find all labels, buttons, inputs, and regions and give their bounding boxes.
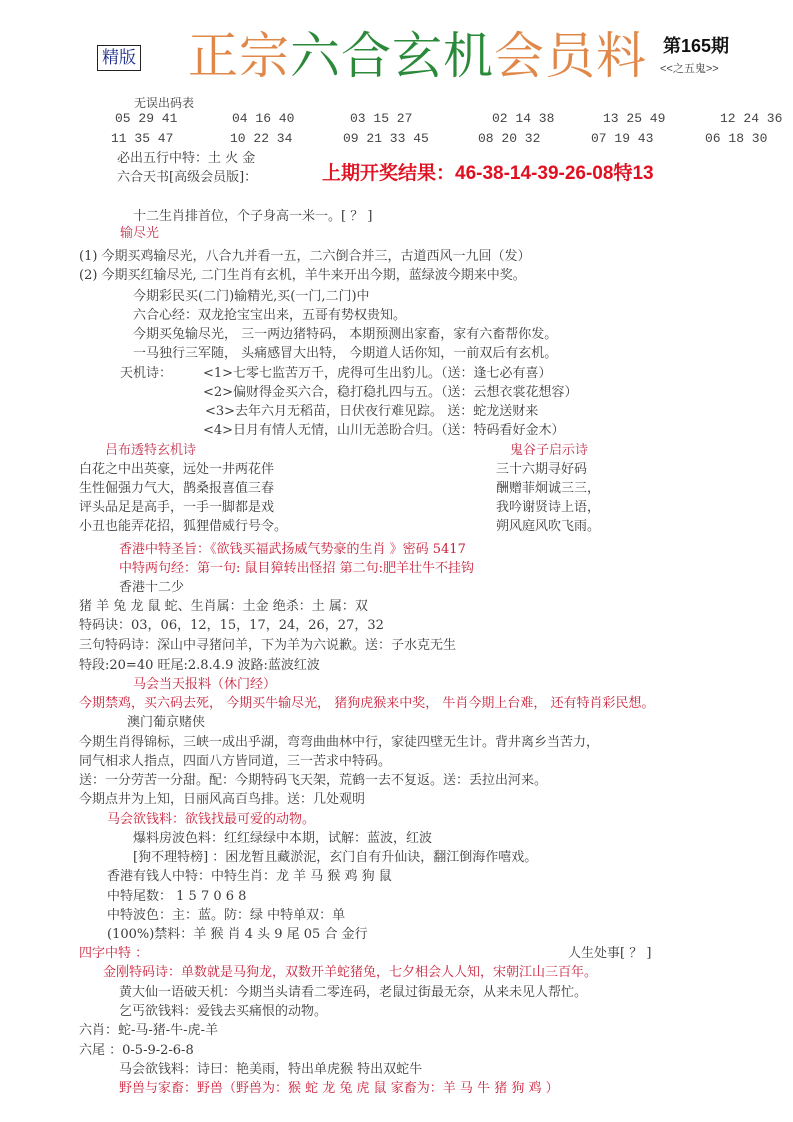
sizi-right: 人生处事[ ？ ] — [568, 946, 652, 961]
tianji-line: <4>日月有情人无情，山川无恙盼合归。（送：特码看好金木） — [203, 423, 565, 438]
last-result: 上期开奖结果：46-38-14-39-26-08特13 — [322, 163, 654, 184]
number-table-title: 无误出码表 — [134, 96, 195, 110]
jingang-line: 金刚特码诗：单数就是马狗龙，双数开羊蛇猪兔，七夕相会人人知，宋朝江山三百年。 — [103, 965, 598, 980]
hk-shier: 香港十二少 — [119, 580, 185, 595]
qigai-line: 乞丐欲钱料：爱钱去买痛恨的动物。 — [119, 1004, 328, 1019]
bose-line: 中特波色：主：蓝。防：绿 中特单双：单 — [107, 908, 346, 923]
shujin-line: (1) 今期买鸡输尽光，八合九并看一五，二六倒合并三，古道西风一九回（发） — [79, 249, 531, 264]
num-cell: 10 22 34 — [230, 131, 293, 146]
hk-zodiac: 猪 羊 兔 龙 鼠 蛇、生肖属：土金 绝杀：土 属：双 — [79, 599, 368, 614]
num-cell: 09 21 33 45 — [343, 131, 429, 146]
poem-right-line: 酬赠菲炯诚三三， — [496, 481, 601, 496]
sizi-label: 四字中特 ： — [79, 946, 149, 961]
shujin-line: (2) 今期买红输尽光, 二门生肖有玄机，羊牛来开出今期，蓝绿波今期来中奖。 — [79, 268, 526, 283]
num-cell: 03 15 27 — [350, 111, 413, 126]
issue-number: 第165期 — [663, 36, 730, 56]
poem-right-line: 三十六期寻好码 — [496, 462, 588, 477]
tianshu-label: 六合天书[高级会员版]： — [117, 170, 258, 185]
hk-liangju: 中特两句经：第一句: 鼠目獐转出怪招 第二句:肥羊壮牛不挂钩 — [119, 561, 475, 576]
poem-left-line: 评头品足是高手，一手一脚都是戏 — [79, 500, 275, 515]
hk-duan: 特段:20=40 旺尾:2.8.4.9 波路:蓝波红波 — [79, 658, 320, 673]
poem-right-line: 朔风庭风吹飞雨。 — [496, 519, 601, 534]
edition-badge: 精版 — [97, 45, 141, 71]
num-cell: 06 18 30 — [705, 131, 768, 146]
tianji-label: 天机诗： — [120, 366, 173, 381]
tianji-line: <2>偏财得金买六合，稳打稳扎四与五。（送：云想衣裳花想容） — [203, 385, 578, 400]
num-cell: 04 16 40 — [232, 111, 295, 126]
num-cell: 02 14 38 — [492, 111, 555, 126]
poem-left-line: 白花之中出英豪，远处一井两花伴 — [79, 462, 275, 477]
text-line: 六合心经：双龙抢宝宝出来，五哥有势权贵知。 — [133, 308, 407, 323]
poem-left-line: 小丑也能弄花招，狐狸借威行号令。 — [79, 519, 288, 534]
text-line: 一马独行三军随， 头痛感冒大出特， 今期道人话你知，一前双后有玄机。 — [133, 346, 558, 361]
num-cell: 08 20 32 — [478, 131, 541, 146]
num-cell: 11 35 47 — [111, 131, 174, 146]
num-cell: 12 24 36 — [720, 111, 783, 126]
huangdaxian-line: 黄大仙一语破天机：今期当头请看二零连码，老鼠过街最无奈，从来未见人帮忙。 — [119, 985, 588, 1000]
shujin-title: 输尽光 — [120, 226, 160, 241]
macau-line: 送：一分劳苦一分甜。配：今期特码飞天架，荒鹤一去不复返。送：丢拉出河来。 — [79, 773, 548, 788]
hk-tema: 特码诀：03，06，12，15，17，24，26，27，32 — [79, 618, 384, 633]
issue-subtitle: <<之五鬼>> — [660, 63, 719, 75]
num-cell: 13 25 49 — [603, 111, 666, 126]
hk-shengzhi: 香港中特圣旨：《欲钱买福武扬威气势豪的生肖 》密码 5417 — [119, 542, 466, 557]
wuxing-line: 必出五行中特：土 火 金 — [117, 151, 256, 166]
title-part-3: 会员料 — [494, 27, 647, 85]
yuqian-line: 马会欲钱料：欲钱找最可爱的动物。 — [107, 812, 316, 827]
goubuli-line: [狗不理特榜] ：困龙暂且藏淤泥，玄门自有升仙诀，翻江倒海作嘻戏。 — [133, 850, 538, 865]
riddle-line: 十二生肖排首位，个子身高一米一。[ ？ ] — [133, 209, 373, 224]
poem-left-line: 生性倔强力气大，鹊桑报喜值三春 — [79, 481, 275, 496]
hk-sanju: 三句特码诗：深山中寻猪问羊，下为羊为六说歉。送：子水克无生 — [79, 638, 457, 653]
liuxiao-line: 六肖：蛇-马-猪-牛-虎-羊 — [79, 1023, 218, 1038]
mahui-line: 今期禁鸡，买六码去死， 今期买牛输尽光， 猪狗虎猴来中奖， 牛肖今期上台难， 还有特肖彩民想。 — [79, 696, 655, 711]
page-title — [188, 26, 647, 86]
baoliao-line: 爆料房波色料：红红绿绿中本期，试解：蓝波，红波 — [133, 831, 433, 846]
jinliao-line: (100%)禁料：羊 猴 肖 4 头 9 尾 05 合 金行 — [107, 927, 368, 942]
liuwei-line: 六尾 ：0-5-9-2-6-8 — [79, 1043, 194, 1058]
text-line: 今期买兔输尽光， 三一两边猪特码， 本期预测出家畜，家有六畜帮你发。 — [133, 327, 558, 342]
macau-line: 同气相求人指点，四面八方皆同道，三一苦求中特码。 — [79, 754, 392, 769]
tianji-line: <3>去年六月无稻苗，日伏夜行难见踪。 送：蛇龙送财来 — [205, 404, 539, 419]
poem-left-title: 吕布透特玄机诗 — [105, 443, 197, 458]
num-cell: 05 29 41 — [115, 111, 178, 126]
title-part-1: 正宗 — [188, 27, 290, 85]
macau-line: 今期点井为上知，日丽风高百鸟排。送：几处观明 — [79, 792, 366, 807]
mahui-yuqian-line: 马会欲钱料：诗曰：艳美雨，特出单虎猴 特出双蛇牛 — [119, 1062, 423, 1077]
macau-title: 澳门葡京赌侠 — [127, 715, 206, 730]
mahui-title: 马会当天报料（休门经） — [133, 677, 277, 692]
macau-line: 今期生肖得锦标，三峡一成出乎湖，弯弯曲曲林中行，家徒四壁无生计。背井离乡当苦力， — [79, 735, 600, 750]
poem-right-title: 鬼谷子启示诗 — [510, 443, 589, 458]
tianji-line: <1>七零七监苦万千，虎得可生出豹儿。（送：逢七必有喜） — [203, 366, 552, 381]
weishu-line: 中特尾数： 1 5 7 0 6 8 — [107, 889, 247, 904]
yeshou-line: 野兽与家畜：野兽（野兽为：猴 蛇 龙 兔 虎 鼠 家畜为：羊 马 牛 猪 狗 鸡 ） — [119, 1081, 559, 1096]
title-part-2: 六合玄机 — [290, 27, 494, 85]
num-cell: 07 19 43 — [591, 131, 654, 146]
youqian-line: 香港有钱人中特：中特生肖：龙 羊 马 猴 鸡 狗 鼠 — [107, 869, 392, 884]
poem-right-line: 我吟谢贤诗上语， — [496, 500, 601, 515]
text-line: 今期彩民买(二门)输精光,买(一门,二门)中 — [133, 289, 370, 304]
